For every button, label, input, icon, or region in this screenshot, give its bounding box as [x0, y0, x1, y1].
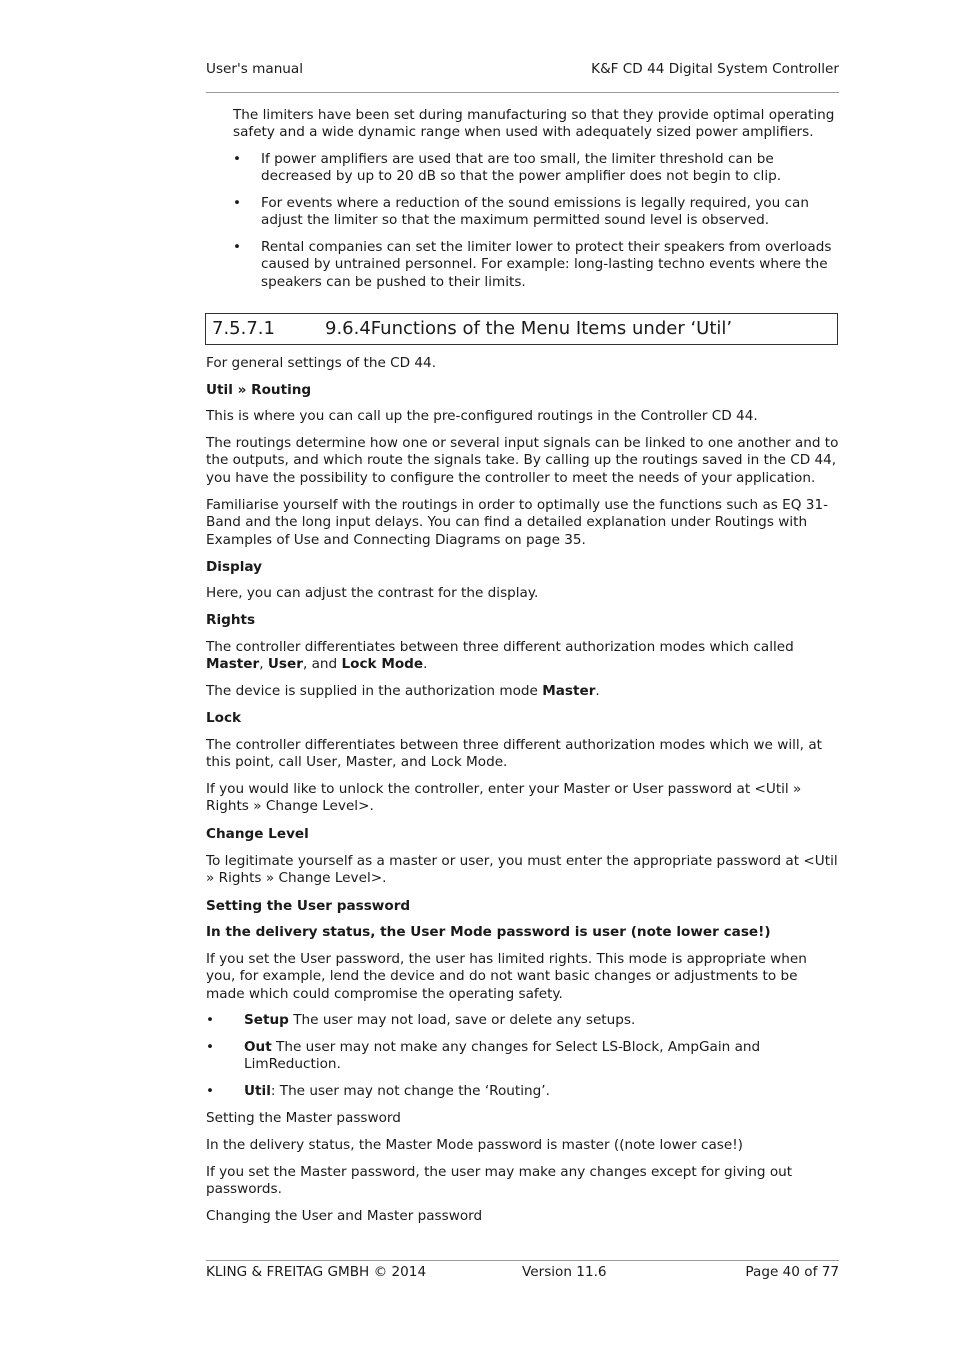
bullet-icon: •	[233, 195, 242, 211]
master-delivery-status: In the delivery status, the Master Mode password is master ((note lower case!)	[206, 1137, 743, 1153]
intro-paragraph: The limiters have been set during manufacturing so that they provide optimal operating safety and a wide dynamic range when used with adequately sized power amplifiers.	[233, 107, 835, 141]
display-heading: Display	[206, 559, 263, 575]
restriction-description: The user may not load, save or delete any setups.	[288, 1012, 636, 1028]
setting-user-password-heading: Setting the User password	[206, 898, 411, 914]
rights-heading: Rights	[206, 612, 256, 628]
restriction-description: : The user may not change the ‘Routing’.	[270, 1083, 550, 1099]
bullet-icon: •	[233, 151, 242, 167]
lock-paragraph-1: The controller differentiates between three different authorization modes which we will, at this point, call User, Master, and Lock Mode.	[206, 737, 822, 771]
user-delivery-status: In the delivery status, the User Mode password is user (note lower case!)	[206, 924, 771, 940]
header-doc-type: User's manual	[206, 61, 304, 77]
rights-text: The controller differentiates between three different authorization modes which called	[206, 639, 794, 655]
rights-text: The device is supplied in the authorization mode	[206, 683, 543, 699]
section-heading	[205, 313, 838, 345]
rights-separator: ,	[259, 656, 268, 673]
bullet-icon: •	[206, 1039, 215, 1055]
restriction-label: Out	[244, 1039, 272, 1055]
footer-page-number: Page 40 of 77	[745, 1264, 839, 1280]
routing-paragraph-1: This is where you can call up the pre-configured routings in the Controller CD 44.	[206, 408, 758, 424]
page-footer	[206, 1264, 839, 1284]
rights-conjunction: , and	[302, 656, 342, 673]
display-paragraph: Here, you can adjust the contrast for the display.	[206, 585, 539, 601]
page-header	[206, 61, 839, 81]
user-password-paragraph: If you set the User password, the user has limited rights. This mode is appropriate when you, for example, lend the device and do not want basic changes or adjustments to be made which could compromise the operating safety.	[206, 951, 807, 1002]
lock-paragraph-2: If you would like to unlock the controller, enter your Master or User password at <Util » Rights » Change Level>.	[206, 781, 802, 815]
footer-copyright: KLING & FREITAG GMBH © 2014	[206, 1264, 427, 1280]
bullet-icon: •	[206, 1012, 215, 1028]
section-number: 7.5.7.1	[212, 318, 275, 339]
master-password-paragraph: If you set the Master password, the user may make any changes except for giving out passwords.	[206, 1164, 793, 1198]
user-restriction-text	[244, 1039, 838, 1074]
lock-mode-label: Lock Mode	[341, 656, 424, 673]
intro-bullet-text: Rental companies can set the limiter lower to protect their speakers from overloads caused by untrained personnel. For example: long-lasting techno events where the speakers can be pushed to their limits.	[261, 239, 832, 290]
intro-bullet-text: If power amplifiers are used that are too small, the limiter threshold can be decreased by up to 20 dB so that the power amplifier does not begin to clip.	[261, 151, 782, 185]
restriction-label: Setup	[244, 1012, 289, 1028]
routing-paragraph-2: The routings determine how one or several input signals can be linked to one another and to the outputs, and which route the signals take. By calling up the routings saved in the CD 44, you have the possibility to configure the controller to meet the needs of your application.	[206, 435, 839, 486]
restriction-description: The user may not make any changes for Select LS-Block, AmpGain and LimReduction.	[244, 1039, 761, 1073]
general-settings-text: For general settings of the CD 44.	[206, 355, 437, 371]
rights-period: .	[423, 656, 428, 673]
restriction-label: Util	[244, 1083, 271, 1099]
rights-period: .	[595, 683, 600, 699]
header-product-title: K&F CD 44 Digital System Controller	[591, 61, 839, 77]
setting-master-password-heading: Setting the Master password	[206, 1110, 401, 1126]
intro-bullet-text: For events where a reduction of the sound emissions is legally required, you can adjust the limiter so that the maximum permitted sound level is observed.	[261, 195, 809, 229]
master-mode-label: Master	[206, 656, 260, 673]
user-restriction-text	[244, 1083, 838, 1100]
change-level-paragraph: To legitimate yourself as a master or user, you must enter the appropriate password at <Util » Rights » Change Level>.	[206, 853, 838, 887]
bullet-icon: •	[233, 239, 242, 255]
header-divider	[206, 92, 839, 93]
user-restriction-text	[244, 1012, 838, 1029]
changing-passwords-heading: Changing the User and Master password	[206, 1208, 483, 1224]
routing-paragraph-3: Familiarise yourself with the routings in order to optimally use the functions such as EQ 31-Band and the long input delays. You can find a detailed explanation under Routings with Examples of Use and Connecting Diagrams on page 35.	[206, 497, 828, 548]
bullet-icon: •	[206, 1083, 215, 1099]
footer-divider	[206, 1260, 839, 1261]
footer-version: Version 11.6	[522, 1264, 607, 1280]
master-mode-label: Master	[542, 683, 596, 699]
change-level-heading: Change Level	[206, 826, 309, 842]
rights-paragraph-2	[206, 683, 840, 700]
routing-heading: Util » Routing	[206, 382, 312, 398]
lock-heading: Lock	[206, 710, 242, 726]
user-mode-label: User	[267, 656, 303, 673]
rights-paragraph-1	[206, 639, 840, 674]
section-title: 9.6.4Functions of the Menu Items under ‘Util’	[325, 318, 733, 339]
